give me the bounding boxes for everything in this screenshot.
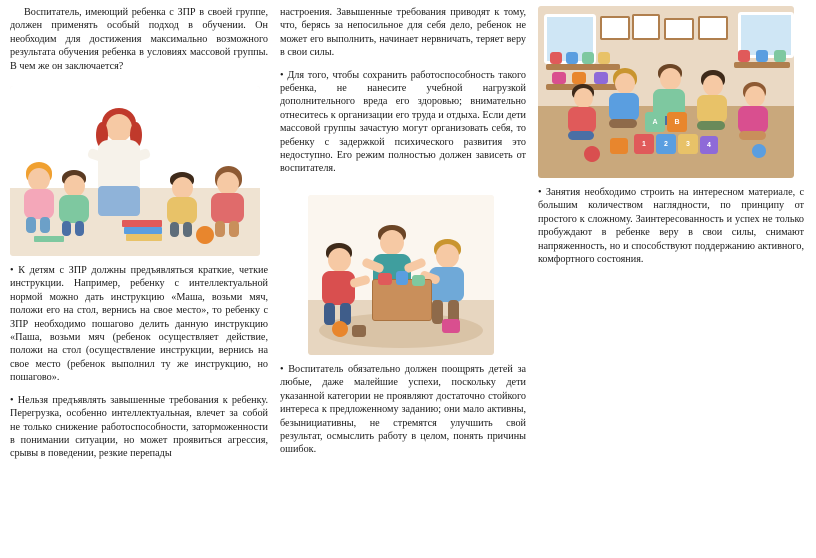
children-playing-blocks-illustration: 1 2 3 A B 4 bbox=[538, 6, 794, 178]
column-right bbox=[538, 6, 804, 554]
paragraph: • Нельзя предъявлять завышенные требования к ребенку. Перегрузка, особенно интеллектуальная, влечет за собой не только снижение работоспособности, заторможенности в понимании ситуации, но может проявиться агрессия, срывы в поведении, резкие перепады bbox=[10, 394, 268, 460]
column-left bbox=[10, 6, 268, 554]
column-middle bbox=[280, 6, 526, 554]
paragraph: настроения. Завышенные требования приводят к тому, что, берясь за непосильное для себя дело, ребенок не может его выполнить, начинает нервничать, теряет веру в свои силы. bbox=[280, 7, 526, 59]
children-with-toy-box-illustration bbox=[308, 195, 494, 355]
paragraph: • Воспитатель обязательно должен поощрять детей за любые, даже малейшие успехи, поскольку дети указанной категории не проявляют достаточно стойкого интереса к предложенному заданию; они мало активны, безынициативны, не стремятся улучшить свой результат, осмыслить работу в целом, понять причины ошибок. bbox=[280, 363, 526, 456]
teacher-with-children-illustration bbox=[10, 86, 260, 256]
paragraph: Воспитатель, имеющий ребенка с ЗПР в своей группе, должен применять особый подход в обучении. Он необходим для достижения максимально возможного результата обучения ребенка в условиях массовой группы. В чем же он заключается? bbox=[10, 7, 268, 72]
paragraph: • К детям с ЗПР должны предъявляться краткие, четкие инструкции. Например, ребенку с интеллектуальной нормой можно дать инструкцию «Маша, возьми мяч, положи его на стол, вернись на свое место», то ребенку с ЗПР необходимо пошагово делить данную инструкцию «Паша, возьми мяч (ребенок осуществляет действие, положи на стол (осуществление инструкции, вернись на свое место (ребенок выполнил ту же инструкцию, но пошагово». bbox=[10, 265, 268, 384]
paragraph: • Для того, чтобы сохранить работоспособность такого ребенка, не нанесите учебной нагрузкой дополнительного вреда его здоровью; внимательно отнеситесь к организации его труда и отдыха. Если дети массовой группы зачастую могут организовать себя, то ребенку с задержкой психического развития это недоступно. Его режим полностью должен зависеть от воспитателя. bbox=[280, 69, 526, 175]
paragraph: • Занятия необходимо строить на интересном материале, с большим количеством наглядности, по принципу от простого к сложному. Заинтересованность и успех не только пробуждают в ребенке веру в свои силы, снимают напряженность, но и способствуют поддержанию активного, комфортного состояния. bbox=[538, 187, 804, 266]
